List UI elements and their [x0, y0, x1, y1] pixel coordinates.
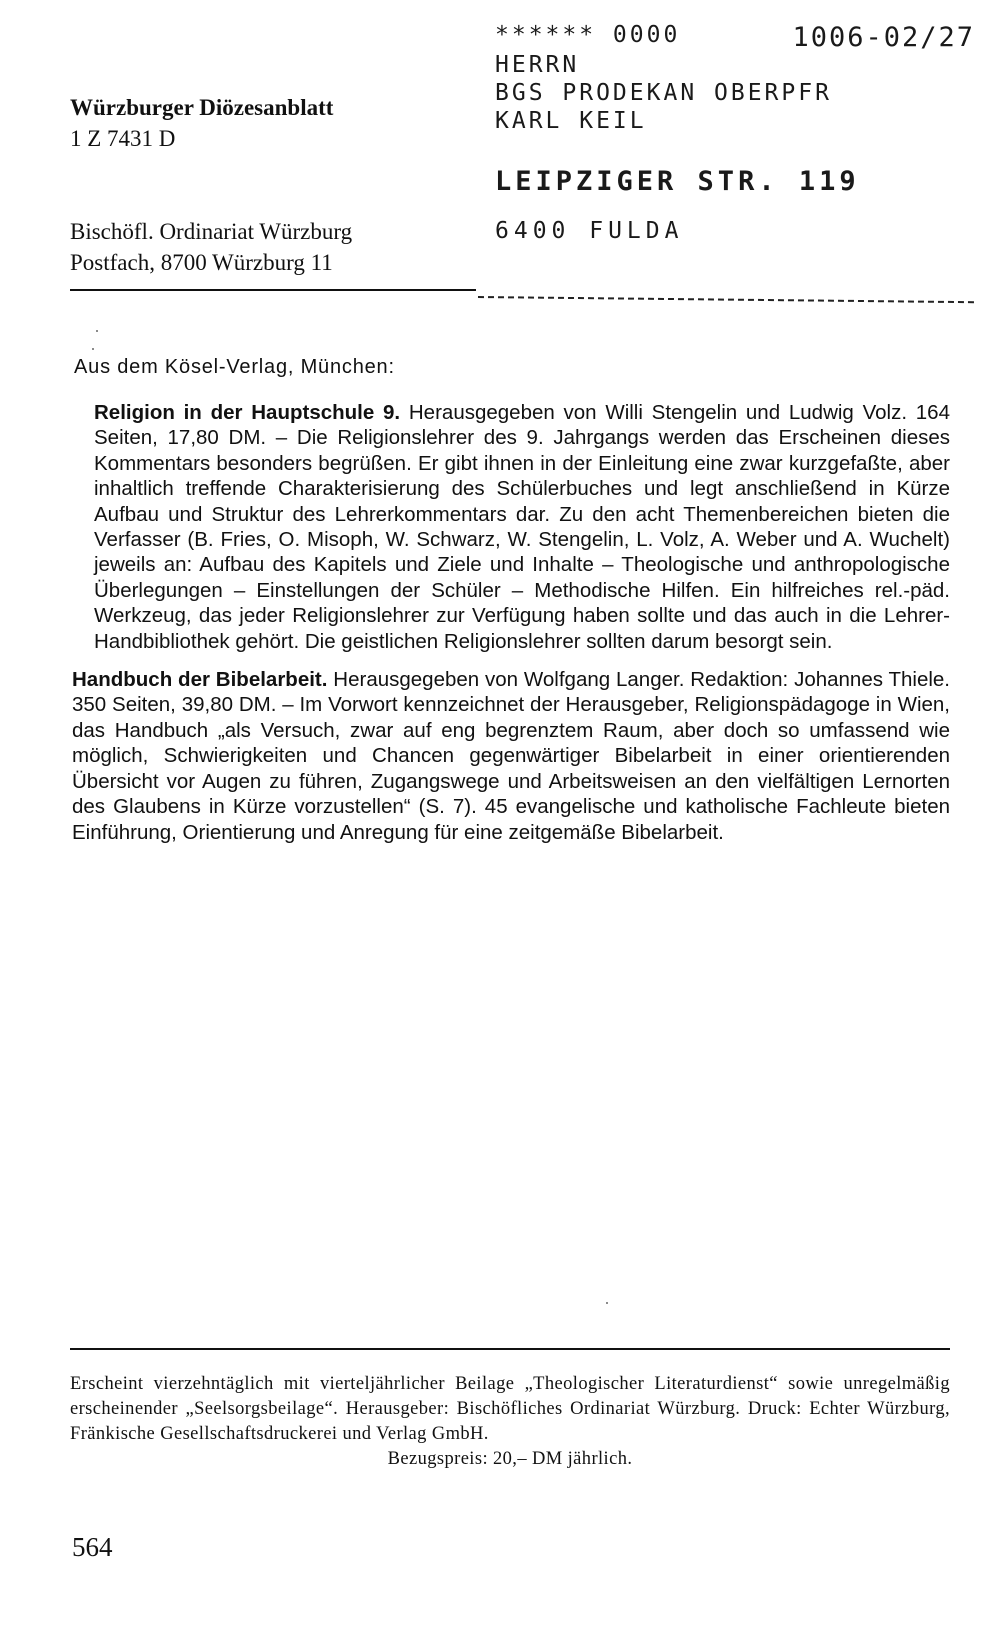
sender-block	[70, 92, 470, 278]
footer-text: Erscheint vierzehntäglich mit vierteljährlicher Beilage „Theologischer Literaturdienst“ sowie unregelmäßig erscheinender „Seelsorgsbeilage“. Herausgeber: Bischöfliches Ordinariat Würzburg. Druck: Echter Würzburg, Fränkische Gesellschaftsdruckerei und Verlag GmbH.	[70, 1374, 950, 1444]
address-salutation: HERRN	[495, 52, 580, 78]
review-item	[72, 667, 950, 845]
footer-price: Bezugspreis: 20,– DM jährlich.	[387, 1449, 633, 1469]
sender-postbox: Postfach, 8700 Würzburg 11	[70, 250, 333, 275]
review-body: Herausgegeben von Willi Stengelin und Ludwig Volz. 164 Seiten, 17,80 DM. – Die Religionslehrer des 9. Jahrgangs werden das Erscheinen dieses Kommentars besonders begrüßen. Er gibt ihnen in der Einleitung eine zwar kurzgefaßte, aber inhaltlich treffende Charakterisierung des Schülerbuches und legt anschließend in Kürze Aufbau und Struktur des Lehrerkommentars dar. Zu den acht Themenbereichen bieten die Verfasser (B. Fries, O. Misoph, W. Schwarz, W. Stengelin, L. Volz, A. Weber und A. Wuchelt) jeweils an: Aufbau des Kapitels und Ziele und Inhalte – Theologische und anthropologische Überlegungen – Einstellungen der Schüler – Methodische Hilfen. Ein hilfreiches rel.-päd. Werkzeug, das jeder Religionslehrer zur Verfügung haben sollte und das auch in die Lehrer-Handbibliothek gehört. Die geistlichen Religionslehrer sollten darum besorgt sein.	[94, 401, 950, 653]
address-city: 6400 FULDA	[495, 218, 684, 244]
address-label	[495, 22, 975, 244]
publisher-intro: Aus dem Kösel-Verlag, München:	[74, 356, 395, 378]
address-street: LEIPZIGER STR. 119	[495, 166, 860, 197]
footer-divider	[70, 1348, 950, 1350]
publication-title: Würzburger Diözesanblatt	[70, 95, 334, 120]
address-number: 1006-02/27	[792, 22, 975, 53]
address-name: KARL KEIL	[495, 108, 647, 134]
review-title: Religion in der Hauptschule 9.	[94, 401, 401, 424]
address-stars-code: ****** 0000	[495, 22, 681, 48]
page-number: 564	[72, 1532, 113, 1562]
postal-code: 1 Z 7431 D	[70, 126, 176, 151]
review-title: Handbuch der Bibelarbeit.	[72, 668, 328, 692]
header-divider-solid	[70, 289, 476, 291]
footer-notice	[70, 1372, 950, 1472]
address-title-line: BGS PRODEKAN OBERPFR	[495, 80, 832, 106]
review-body: Herausgegeben von Wolfgang Langer. Redaktion: Johannes Thiele. 350 Seiten, 39,80 DM. – Im Vorwort kennzeichnet der Herausgeber, Religionspädagoge in Wien, das Handbuch „als Versuch, zwar auf eng begrenztem Raum, aber doch so umfassend wie möglich, Schwierigkeiten und Chancen gegenwärtiger Bibelarbeit in einer orientierenden Übersicht vor Augen zu führen, Zugangswege und Arbeitsweisen an den vielfältigen Lernorten des Glaubens in Kürze vorzustellen“ (S. 7). 45 evangelische und katholische Fachleute bieten Einführung, Orientierung und Anregung für eine zeitgemäße Bibelarbeit.	[72, 668, 950, 844]
scan-speck	[96, 330, 98, 332]
header-divider-dashed	[478, 296, 974, 303]
scan-speck	[92, 348, 94, 350]
review-item	[72, 400, 950, 654]
sender-organization: Bischöfl. Ordinariat Würzburg	[70, 219, 353, 244]
scan-speck	[606, 1302, 608, 1304]
review-list	[72, 400, 950, 858]
